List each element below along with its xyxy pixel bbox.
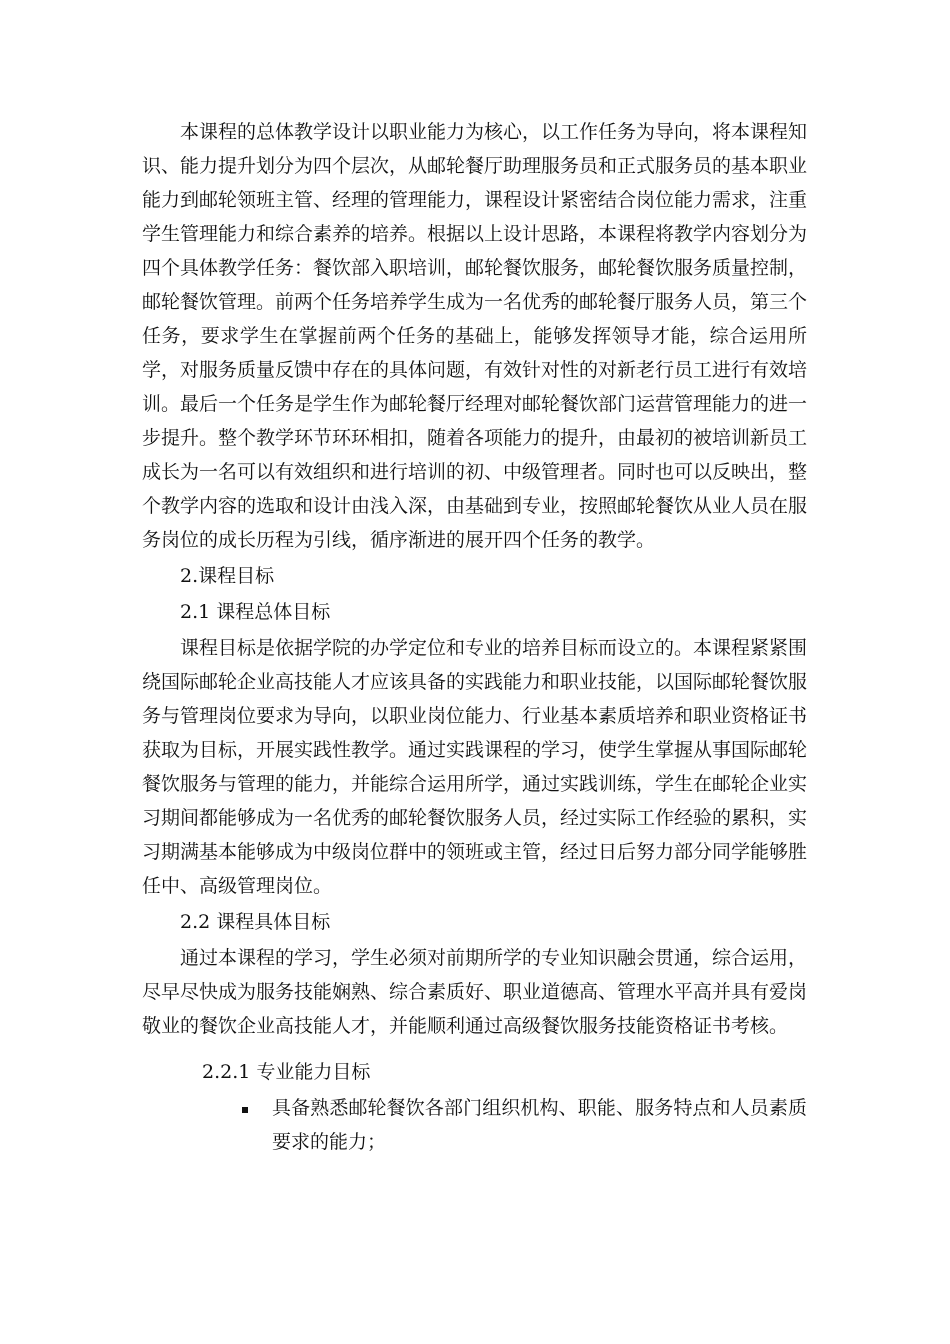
paragraph-specific-objectives: 通过本课程的学习，学生必须对前期所学的专业知识融会贯通，综合运用，尽早尽快成为服务技能娴熟、综合素质好、职业道德高、管理水平高并具有爱岗敬业的餐饮企业高技能人才，并能顺利通过高级餐饮服务技能资格证书考核。 <box>142 947 808 1037</box>
heading-specific-objectives: 2.2 课程具体目标 <box>180 911 331 933</box>
bullet-text: 具备熟悉邮轮餐饮各部门组织机构、职能、服务特点和人员素质要求的能力； <box>272 1097 807 1153</box>
square-bullet-icon <box>242 1107 248 1113</box>
heading-overall-objectives: 2.1 课程总体目标 <box>180 601 331 623</box>
document-body <box>142 115 807 1159</box>
paragraph-teaching-design: 本课程的总体教学设计以职业能力为核心，以工作任务为导向，将本课程知识、能力提升划分为四个层次，从邮轮餐厅助理服务员和正式服务员的基本职业能力到邮轮领班主管、经理的管理能力，课程设计紧密结合岗位能力需求，注重学生管理能力和综合素养的培养。根据以上设计思路，本课程将教学内容划分为四个具体教学任务：餐饮部入职培训，邮轮餐饮服务，邮轮餐饮服务质量控制，邮轮餐饮管理。前两个任务培养学生成为一名优秀的邮轮餐厅服务人员，第三个任务，要求学生在掌握前两个任务的基础上，能够发挥领导才能，综合运用所学，对服务质量反馈中存在的具体问题，有效针对性的对新老行员工进行有效培训。最后一个任务是学生作为邮轮餐厅经理对邮轮餐饮部门运营管理能力的进一步提升。整个教学环节环环相扣，随着各项能力的提升，由最初的被培训新员工成长为一名可以有效组织和进行培训的初、中级管理者。同时也可以反映出，整个教学内容的选取和设计由浅入深，由基础到专业，按照邮轮餐饮从业人员在服务岗位的成长历程为引线，循序渐进的展开四个任务的教学。 <box>142 121 808 551</box>
paragraph-overall-objectives: 课程目标是依据学院的办学定位和专业的培养目标而设立的。本课程紧紧围绕国际邮轮企业高技能人才应该具备的实践能力和职业技能，以国际邮轮餐饮服务与管理岗位要求为导向，以职业岗位能力、行业基本素质培养和职业资格证书获取为目标，开展实践性教学。通过实践课程的学习，使学生掌握从事国际邮轮餐饮服务与管理的能力，并能综合运用所学，通过实践训练，学生在邮轮企业实习期间都能够成为一名优秀的邮轮餐饮服务人员，经过实际工作经验的累积，实习期满基本能够成为中级岗位群中的领班或主管，经过日后努力部分同学能够胜任中、高级管理岗位。 <box>142 637 808 897</box>
bullet-list-item <box>142 1091 807 1159</box>
heading-professional-ability-objectives: 2.2.1 专业能力目标 <box>202 1061 371 1083</box>
heading-course-objectives: 2.课程目标 <box>180 565 275 587</box>
